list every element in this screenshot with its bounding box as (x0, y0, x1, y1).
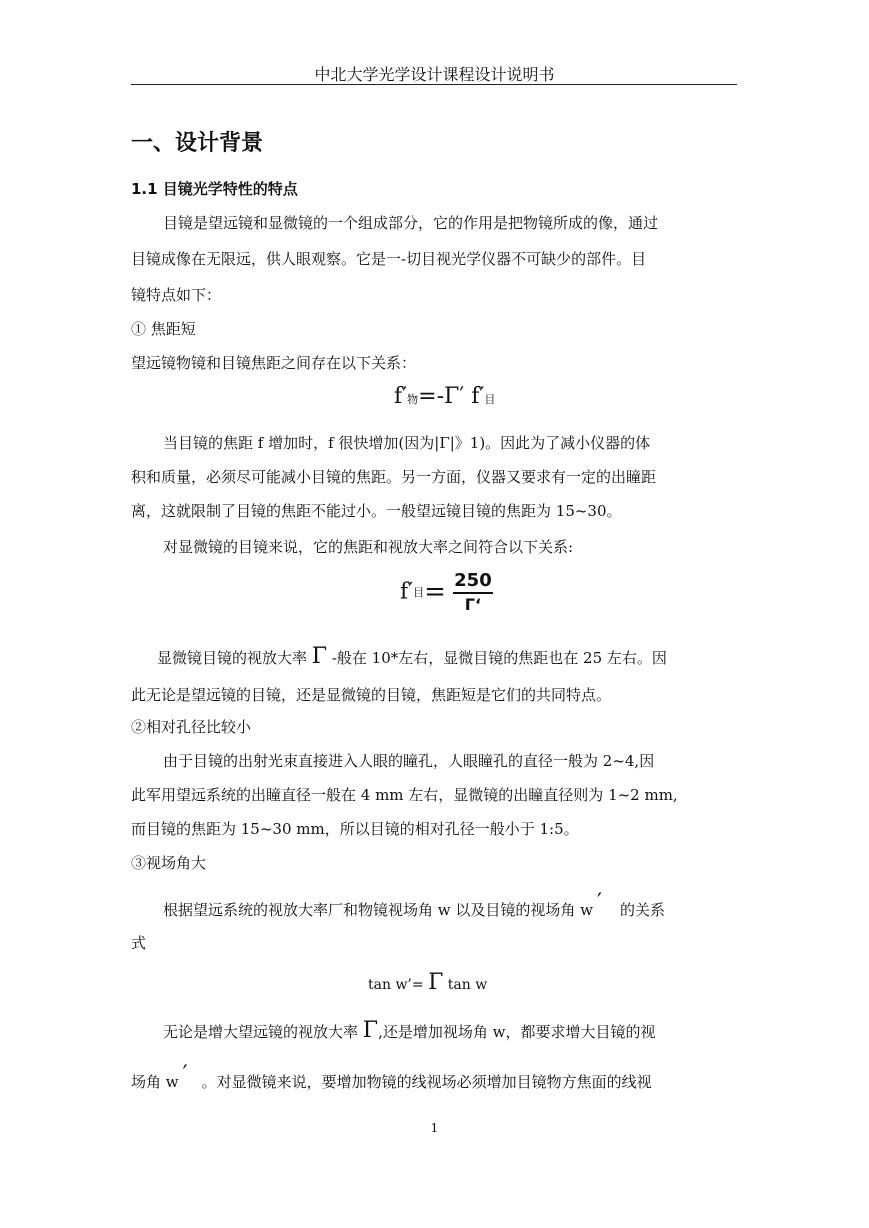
formula-subscript: 物 (407, 393, 419, 406)
formula-text: tan w’= (368, 977, 424, 993)
fraction-numerator: 250 (454, 570, 492, 591)
page-number: 1 (430, 1121, 439, 1135)
formula-subscript: 目 (484, 393, 496, 406)
gamma-symbol: Γ (311, 644, 328, 669)
list-item-label: ②相对孔径比较小 (131, 718, 252, 736)
paragraph-line (163, 890, 666, 921)
paragraph-line: 积和质量，必须尽可能减小目镜的焦距。另一方面，仪器又要求有一定的出瞳距 (131, 468, 657, 486)
paragraph-line: 此无论是望远镜的目镜，还是显微镜的目镜，焦距短是它们的共同特点。 (131, 686, 612, 704)
paragraph-line: 对显微镜的目镜来说，它的焦距和视放大率之间符合以下关系: (163, 538, 574, 556)
paragraph-line: 由于目镜的出射光束直接进入人眼的瞳孔，人眼瞳孔的直径一般为 2~4,因 (163, 752, 655, 770)
paragraph-line: 式 (131, 934, 147, 952)
formula-field-angle (368, 970, 487, 995)
list-item-label: ③视场角大 (131, 854, 207, 872)
prime-symbol: ′ (597, 890, 602, 915)
fraction-denominator: Γ‘ (464, 595, 482, 614)
paragraph-line (157, 644, 667, 669)
text-span: 场角 w (131, 1073, 179, 1091)
paragraph-line (163, 1018, 655, 1043)
text-span: 显微镜目镜的视放大率 (157, 649, 308, 667)
paragraph-line (131, 1062, 652, 1093)
formula-telescope (394, 384, 495, 409)
formula-fraction (453, 570, 493, 614)
gamma-symbol: Γ (362, 1018, 379, 1043)
text-span: 。对显微镜来说，要增加物镜的线视场必须增加目镜物方焦面的线视 (201, 1073, 652, 1091)
paragraph-line: 目镜成像在无限远，供人眼观察。它是一-切目视光学仪器不可缺少的部件。目 (131, 250, 647, 268)
paragraph-line: 而目镜的焦距为 15~30 mm，所以目镜的相对孔径一般小于 1:5。 (131, 820, 579, 838)
text-span: 根据望远系统的视放大率厂和物镜视场角 w 以及目镜的视场角 w (163, 901, 593, 919)
paragraph-line: 当目镜的焦距 f 增加时，f 很快增加(因为|Γ|》1)。因此为了减小仪器的体 (163, 434, 651, 452)
text-span: 无论是增大望远镜的视放大率 (163, 1023, 359, 1041)
prime-symbol: ′ (182, 1062, 188, 1087)
gamma-symbol: Γ (428, 970, 444, 995)
formula-text: tan w (447, 977, 488, 993)
paragraph-line: 镜特点如下： (131, 286, 222, 304)
paragraph-line: 目镜是望远镜和显微镜的一个组成部分，它的作用是把物镜所成的像，通过 (163, 214, 659, 232)
formula-equals: = (424, 577, 446, 607)
paragraph-line: 离，这就限制了目镜的焦距不能过小。一般望远镜目镜的焦距为 15~30。 (131, 502, 622, 520)
formula-microscope (400, 570, 493, 614)
paragraph-line: 望远镜物镜和目镜焦距之间存在以下关系： (131, 354, 417, 372)
formula-symbol: f′ (394, 384, 408, 409)
fraction-bar (453, 592, 493, 594)
text-span: 的关系 (620, 901, 666, 919)
section-heading: 一、设计背景 (131, 131, 264, 156)
formula-symbol: f′ (400, 579, 414, 605)
subsection-heading: 1.1 目镜光学特性的特点 (131, 180, 298, 198)
header-divider (131, 84, 737, 85)
paragraph-line: 此军用望远系统的出瞳直径一般在 4 mm 左右，显微镜的出瞳直径则为 1~2 mm, (131, 786, 678, 804)
header-title: 中北大学光学设计课程设计说明书 (314, 65, 555, 84)
list-item-label: ① 焦距短 (131, 320, 196, 338)
text-span: -般在 10*左右，显微目镜的焦距也在 25 左右。因 (331, 649, 667, 667)
formula-subscript: 目 (413, 586, 425, 599)
formula-symbol: =-Γ′ f′ (418, 384, 485, 409)
text-span: ,还是增加视场角 w，都要求增大目镜的视 (378, 1023, 656, 1041)
